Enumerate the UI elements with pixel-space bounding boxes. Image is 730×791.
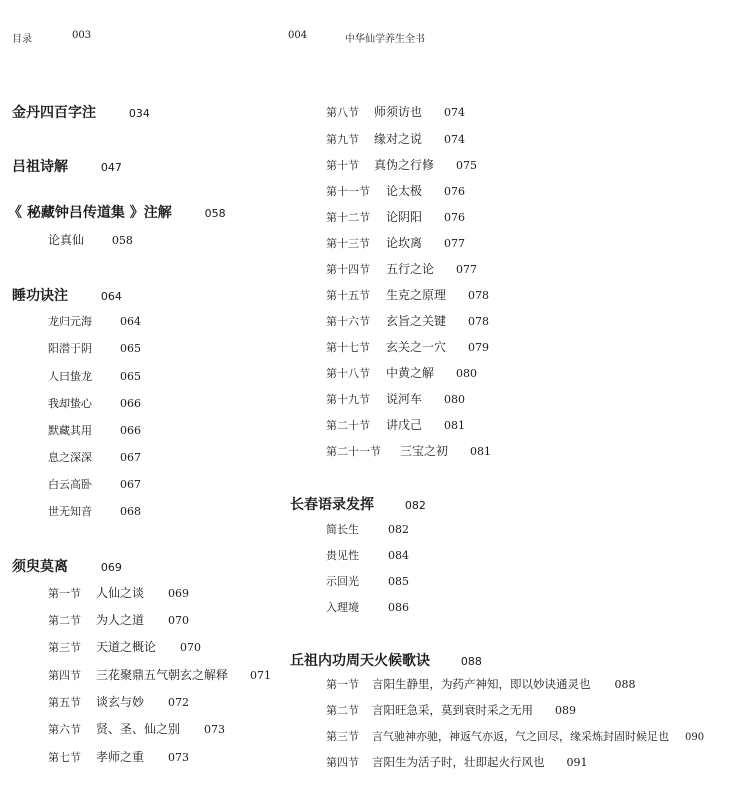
toc-page-number: 074 [444, 133, 466, 146]
toc-entry-title: 论坎离 [386, 236, 423, 250]
toc-entry-title: 默藏其用 [48, 424, 92, 437]
toc-page-number: 065 [120, 370, 141, 383]
toc-page-number: 089 [555, 704, 576, 717]
toc-page-number: 079 [468, 341, 490, 354]
toc-section[interactable] [290, 498, 426, 512]
toc-section-number: 第二节 [48, 614, 81, 627]
toc-entry[interactable] [326, 523, 409, 535]
toc-page-number: 058 [204, 207, 226, 220]
toc-entry[interactable] [48, 614, 189, 626]
toc-entry-title: 人曰蛰龙 [48, 370, 92, 383]
toc-entry[interactable] [48, 478, 141, 490]
toc-entry[interactable] [326, 757, 588, 769]
toc-section-title: 长春语录发挥 [290, 497, 374, 513]
toc-entry-title: 息之深深 [48, 451, 92, 464]
toc-section-number: 第十一节 [326, 185, 370, 198]
toc-page-number: 064 [100, 290, 122, 303]
toc-page-number: 081 [470, 445, 492, 458]
header-left-page-number: 003 [72, 30, 92, 41]
toc-page-number: 086 [388, 601, 409, 614]
toc-section[interactable] [12, 106, 150, 120]
toc-entry[interactable] [326, 106, 465, 118]
toc-section[interactable] [290, 654, 482, 668]
toc-section-number: 第四节 [326, 756, 359, 769]
toc-entry[interactable] [326, 185, 465, 197]
toc-page-number: 072 [168, 696, 190, 709]
toc-entry[interactable] [48, 696, 189, 708]
toc-section-title: 丘祖内功周天火候歌诀 [290, 653, 430, 669]
toc-page-number: 075 [456, 159, 478, 172]
toc-entry-title: 言阳生为活子时，壮即起火行风也 [372, 755, 545, 769]
toc-section-number: 第三节 [48, 641, 81, 654]
toc-entry-title: 论太极 [386, 184, 423, 198]
toc-entry[interactable] [326, 289, 489, 301]
toc-entry-title: 谈玄与妙 [96, 695, 145, 709]
toc-page-number: 076 [444, 211, 466, 224]
toc-entry[interactable] [326, 419, 465, 431]
toc-page-number: 073 [168, 751, 190, 764]
toc-section-title: 须臾莫离 [12, 559, 68, 575]
toc-page-number: 070 [168, 614, 190, 627]
toc-entry-title: 缘对之说 [374, 132, 423, 146]
toc-page-number: 071 [250, 669, 272, 682]
toc-section-number: 第十节 [326, 159, 359, 172]
toc-entry-title: 为人之道 [96, 613, 145, 627]
toc-page-number: 081 [444, 419, 466, 432]
toc-entry[interactable] [326, 211, 465, 223]
toc-section-title: 睡功诀注 [12, 288, 68, 304]
toc-page-number: 047 [100, 161, 122, 174]
toc-entry[interactable] [48, 451, 141, 463]
toc-entry[interactable] [326, 159, 477, 171]
toc-page-number: 088 [460, 655, 482, 668]
toc-section-number: 第七节 [48, 751, 81, 764]
toc-entry-title: 言阳旺急采，莫到衰时采之无用 [372, 703, 533, 717]
toc-section-number: 第六节 [48, 723, 81, 736]
toc-entry-title: 天道之概论 [96, 640, 157, 654]
toc-entry-title: 简长生 [326, 523, 359, 536]
toc-page-number: 082 [404, 499, 426, 512]
toc-entry[interactable] [48, 723, 225, 735]
toc-section-number: 第八节 [326, 106, 359, 119]
header-right-page-number: 004 [288, 30, 308, 41]
toc-page-number: 084 [388, 549, 409, 562]
toc-entry-title: 言阳生静里，为药产神知，即以妙诀通灵也 [372, 677, 591, 691]
toc-page-number: 066 [120, 424, 141, 437]
toc-page-number: 073 [204, 723, 226, 736]
toc-page-number: 064 [120, 315, 141, 328]
toc-entry-title: 论阴阳 [386, 210, 423, 224]
toc-entry-title: 真伪之行修 [374, 158, 435, 172]
toc-entry[interactable] [326, 601, 409, 613]
toc-entry[interactable] [326, 263, 477, 275]
toc-page-number: 067 [120, 451, 141, 464]
toc-section[interactable] [12, 289, 122, 303]
toc-entry[interactable] [326, 549, 409, 561]
toc-entry-title: 贤、圣、仙之别 [96, 722, 181, 736]
toc-entry[interactable] [48, 342, 141, 354]
toc-entry[interactable] [326, 705, 576, 717]
toc-entry[interactable] [326, 679, 636, 691]
toc-section-number: 第二节 [326, 704, 359, 717]
toc-entry-title: 龙归元海 [48, 315, 92, 328]
toc-page-number: 080 [456, 367, 478, 380]
toc-section-number: 第四节 [48, 669, 81, 682]
toc-entry-title: 我却蛰心 [48, 397, 92, 410]
toc-entry[interactable] [48, 315, 141, 327]
toc-page-number: 082 [388, 523, 409, 536]
toc-page-number: 078 [468, 289, 490, 302]
toc-section-number: 第十九节 [326, 393, 370, 406]
toc-page-number: 069 [168, 587, 190, 600]
toc-entry-title: 论真仙 [48, 233, 85, 247]
toc-page-number: 080 [444, 393, 466, 406]
toc-entry[interactable] [48, 751, 189, 763]
toc-section-number: 第十五节 [326, 289, 370, 302]
toc-entry-title: 师须访也 [374, 105, 423, 119]
toc-entry[interactable] [326, 445, 491, 457]
toc-entry-title: 玄旨之关键 [386, 314, 447, 328]
toc-page-number: 078 [468, 315, 490, 328]
toc-entry-title: 说河车 [386, 392, 423, 406]
toc-entry-title: 生克之原理 [386, 288, 447, 302]
toc-section-number: 第十四节 [326, 263, 370, 276]
toc-section-number: 第十六节 [326, 315, 370, 328]
toc-entry[interactable] [326, 133, 465, 145]
toc-page-number: 074 [444, 106, 466, 119]
toc-entry-title: 三宝之初 [400, 444, 449, 458]
toc-entry-title: 五行之论 [386, 262, 435, 276]
toc-entry-title: 世无知音 [48, 505, 92, 518]
toc-entry[interactable] [326, 341, 489, 353]
toc-section-number: 第二十节 [326, 419, 370, 432]
toc-page-number: 085 [388, 575, 409, 588]
toc-section-number: 第五节 [48, 696, 81, 709]
toc-entry[interactable] [48, 424, 141, 436]
toc-section-title: 吕祖诗解 [12, 159, 68, 175]
toc-page-number: 070 [180, 641, 202, 654]
toc-entry[interactable] [326, 367, 477, 379]
toc-page-number: 065 [120, 342, 141, 355]
toc-entry[interactable] [48, 669, 271, 681]
toc-entry[interactable] [48, 505, 141, 517]
toc-page-number: 068 [120, 505, 141, 518]
toc-entry-title: 贵见性 [326, 549, 359, 562]
toc-entry[interactable] [48, 641, 201, 653]
toc-page-number: 066 [120, 397, 141, 410]
toc-page-number: 090 [685, 732, 705, 743]
toc-page-number: 091 [566, 756, 588, 769]
toc-entry[interactable] [326, 315, 489, 327]
toc-entry[interactable] [326, 237, 465, 249]
toc-entry-title: 孝师之重 [96, 750, 145, 764]
toc-section-number: 第十三节 [326, 237, 370, 250]
toc-entry-title: 阳潜于阴 [48, 342, 92, 355]
toc-section-number: 第十八节 [326, 367, 370, 380]
toc-entry[interactable] [48, 587, 189, 599]
toc-section-number: 第十二节 [326, 211, 370, 224]
toc-section-title: 《 秘藏钟吕传道集 》注解 [8, 205, 172, 221]
toc-page-number: 077 [456, 263, 478, 276]
toc-entry-title: 示回光 [326, 575, 359, 588]
toc-entry-title: 白云高卧 [48, 478, 92, 491]
toc-page-number: 076 [444, 185, 466, 198]
toc-section[interactable] [12, 560, 122, 574]
toc-section-number: 第二十一节 [326, 445, 381, 458]
toc-page-number: 088 [614, 678, 636, 691]
toc-page-number: 077 [444, 237, 466, 250]
toc-entry[interactable] [48, 234, 133, 246]
toc-page-number: 069 [100, 561, 122, 574]
toc-entry-title: 人仙之谈 [96, 586, 145, 600]
toc-entry-title: 入理境 [326, 601, 359, 614]
toc-entry-title: 讲戊己 [386, 418, 423, 432]
header-book-title: 中华仙学养生全书 [345, 34, 425, 45]
toc-section-number: 第一节 [326, 678, 359, 691]
toc-page-number: 067 [120, 478, 141, 491]
toc-section-number: 第九节 [326, 133, 359, 146]
toc-section[interactable] [8, 206, 226, 220]
toc-section-title: 金丹四百字注 [12, 105, 96, 121]
toc-entry-title: 中黄之解 [386, 366, 435, 380]
toc-section-number: 第一节 [48, 587, 81, 600]
toc-page-number: 058 [111, 234, 133, 247]
toc-entry[interactable] [48, 397, 141, 409]
toc-entry-title: 言气驰神亦驰，神返气亦返，气之回尽，缘采炼封固时候足也 [372, 730, 669, 743]
toc-entry[interactable] [326, 575, 409, 587]
toc-section-number: 第三节 [326, 730, 359, 743]
toc-page-number: 034 [128, 107, 150, 120]
toc-section-number: 第十七节 [326, 341, 370, 354]
header-left-label: 目录 [12, 34, 32, 45]
toc-entry[interactable] [48, 370, 141, 382]
toc-section[interactable] [12, 160, 122, 174]
toc-entry-title: 玄关之一穴 [386, 340, 447, 354]
toc-entry[interactable] [326, 393, 465, 405]
toc-entry[interactable] [326, 731, 704, 743]
toc-entry-title: 三花聚鼎五气朝玄之解释 [96, 668, 229, 682]
